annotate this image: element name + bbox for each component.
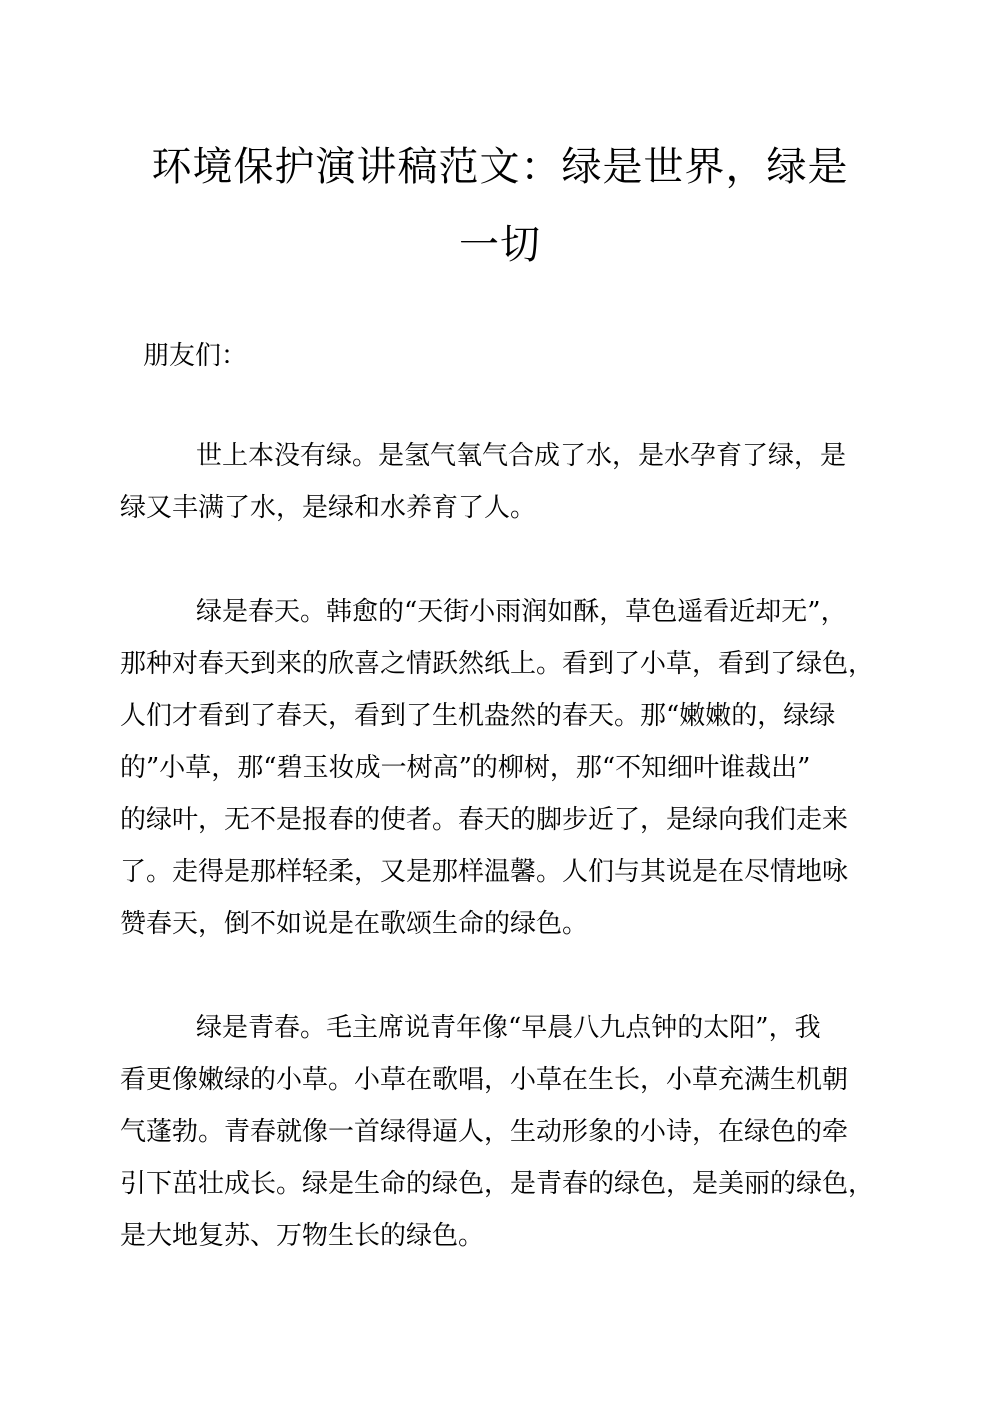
- document-title: [120, 128, 880, 284]
- paragraph-green-is-spring: [120, 586, 882, 950]
- paragraph-line: 世上本没有绿。是氢气氧气合成了水，是水孕育了绿，是: [196, 441, 847, 471]
- paragraph-line: 的绿叶，无不是报春的使者。春天的脚步近了，是绿向我们走来: [120, 805, 849, 835]
- salutation: 朋友们：: [143, 341, 248, 371]
- paragraph-line: 那种对春天到来的欣喜之情跃然纸上。看到了小草，看到了绿色，: [120, 649, 875, 679]
- paragraph-line: 了。走得是那样轻柔，又是那样温馨。人们与其说是在尽情地咏: [120, 857, 849, 887]
- paragraph-line: 绿是春天。韩愈的“天街小雨润如酥，草色遥看近却无”，: [196, 597, 847, 627]
- paragraph-line: 绿是青春。毛主席说青年像“早晨八九点钟的太阳”，我: [196, 1013, 821, 1043]
- paragraph-world-without-green: [120, 430, 882, 534]
- paragraph-line: 赞春天，倒不如说是在歌颂生命的绿色。: [120, 909, 589, 939]
- paragraph-line: 气蓬勃。青春就像一首绿得逼人，生动形象的小诗，在绿色的牵: [120, 1117, 849, 1147]
- paragraph-line: 的”小草，那“碧玉妆成一树高”的柳树，那“不知细叶谁裁出”: [120, 753, 811, 783]
- paragraph-line: 是大地复苏、万物生长的绿色。: [120, 1221, 485, 1251]
- paragraph-line: 引下茁壮成长。绿是生命的绿色，是青春的绿色，是美丽的绿色，: [120, 1169, 875, 1199]
- title-line: 一切: [459, 222, 541, 268]
- paragraph-line: 看更像嫩绿的小草。小草在歌唱，小草在生长，小草充满生机朝: [120, 1065, 849, 1095]
- paragraph-line: 人们才看到了春天，看到了生机盎然的春天。那“嫩嫩的，绿绿: [120, 701, 836, 731]
- paragraph-line: 绿又丰满了水，是绿和水养育了人。: [120, 493, 537, 523]
- paragraph-green-is-youth: [120, 1002, 882, 1262]
- title-line: 环境保护演讲稿范文：绿是世界，绿是: [151, 144, 849, 190]
